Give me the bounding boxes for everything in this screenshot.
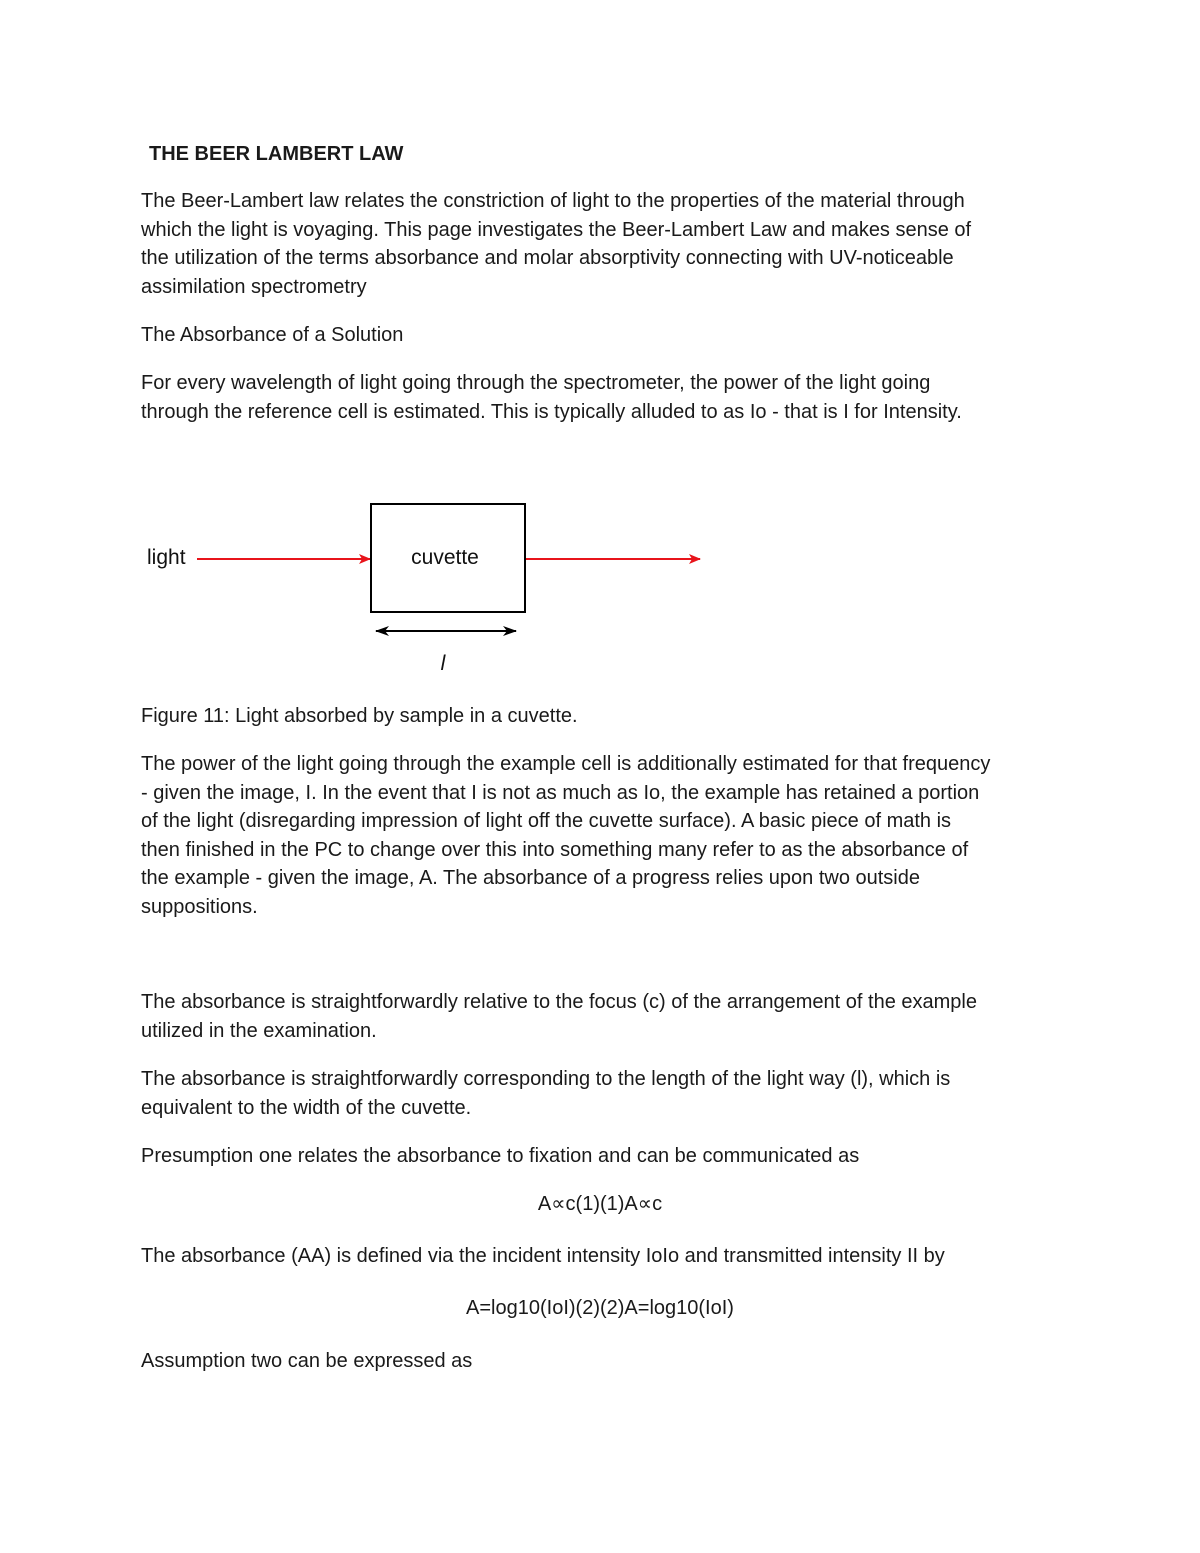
paragraph-line: The absorbance is straightforwardly corresponding to the length of the light way (l), which is xyxy=(141,1068,951,1090)
equation-1: A∝c(1)(1)A∝c xyxy=(537,1193,663,1215)
path-length-label: l xyxy=(440,652,446,675)
paragraph-5: Presumption one relates the absorbance to fixation and can be communicated as xyxy=(141,1145,860,1167)
paragraph-line: suppositions. xyxy=(141,895,258,918)
intro-line: which the light is voyaging. This page investigates the Beer-Lambert Law and makes sense of xyxy=(141,218,972,241)
paragraph-line: through the reference cell is estimated. This is typically alluded to as Io - that is I for Intensity. xyxy=(141,400,962,423)
page-title: THE BEER LAMBERT LAW xyxy=(149,143,404,165)
light-label: light xyxy=(147,546,186,569)
paragraph-1 xyxy=(141,369,1071,426)
cuvette-diagram xyxy=(130,490,730,690)
paragraph-4 xyxy=(141,1065,1071,1122)
intro-line: The Beer-Lambert law relates the constriction of light to the properties of the material through xyxy=(141,190,965,212)
section-heading: The Absorbance of a Solution xyxy=(141,324,404,346)
paragraph-line: The absorbance is straightforwardly relative to the focus (c) of the arrangement of the example xyxy=(141,991,977,1013)
paragraph-line: utilized in the examination. xyxy=(141,1019,377,1042)
equation-2: A=log10(IoI)(2)(2)A=log10⁡(IoI) xyxy=(466,1297,734,1319)
paragraph-line: The power of the light going through the example cell is additionally estimated for that frequency xyxy=(141,753,991,775)
paragraph-line: of the light (disregarding impression of light off the cuvette surface). A basic piece of math is xyxy=(141,810,952,833)
paragraph-6: The absorbance (AA) is defined via the incident intensity IoIo and transmitted intensity II by xyxy=(141,1245,945,1267)
paragraph-line: equivalent to the width of the cuvette. xyxy=(141,1096,472,1119)
cuvette-label: cuvette xyxy=(411,546,479,569)
intro-line: assimilation spectrometry xyxy=(141,275,367,298)
paragraph-2 xyxy=(141,750,1071,922)
paragraph-line: For every wavelength of light going through the spectrometer, the power of the light going xyxy=(141,372,931,394)
paragraph-line: - given the image, I. In the event that I is not as much as Io, the example has retained a portion xyxy=(141,781,980,804)
paragraph-line: then finished in the PC to change over this into something many refer to as the absorbance of xyxy=(141,838,969,861)
paragraph-7: Assumption two can be expressed as xyxy=(141,1350,473,1372)
paragraph-line: the example - given the image, A. The absorbance of a progress relies upon two outside xyxy=(141,867,920,890)
intro-paragraph xyxy=(141,187,1071,301)
figure-caption: Figure 11: Light absorbed by sample in a cuvette. xyxy=(141,705,578,727)
paragraph-3 xyxy=(141,988,1071,1045)
intro-line: the utilization of the terms absorbance and molar absorptivity connecting with UV-noticeable xyxy=(141,247,954,270)
